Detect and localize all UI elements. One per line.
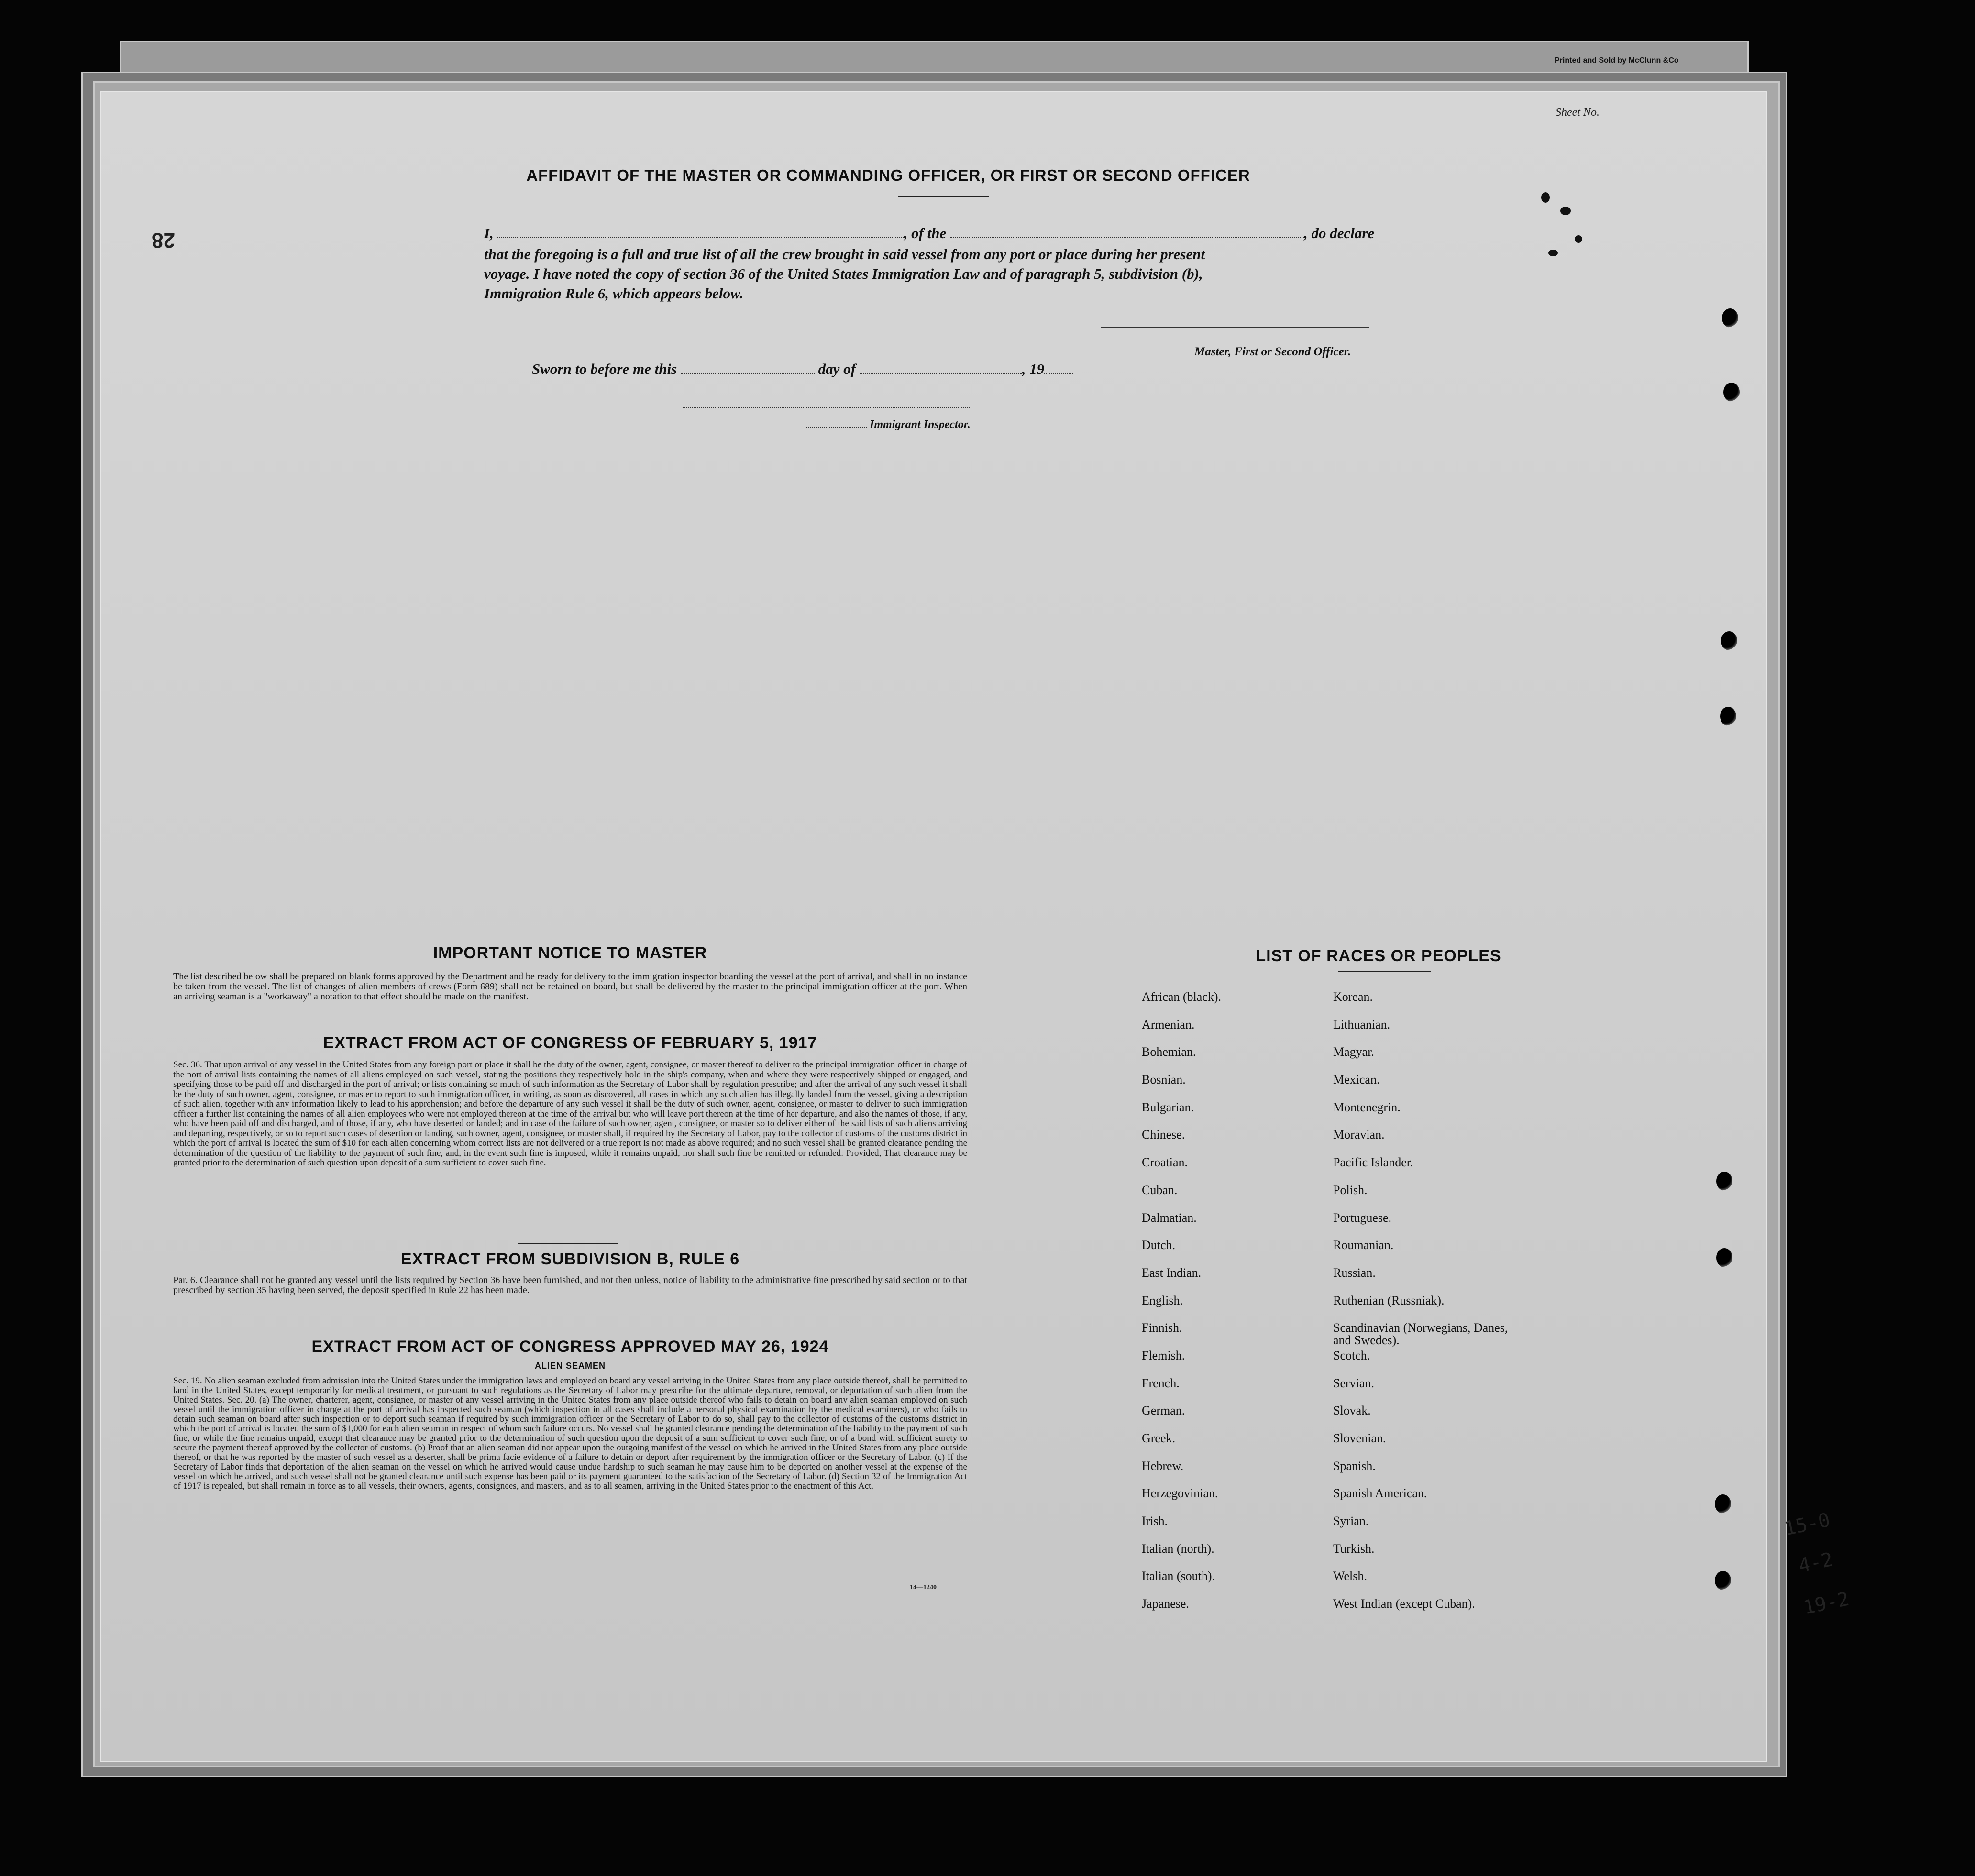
race-item: Armenian.: [1142, 1017, 1195, 1031]
affidavit-line-4: Immigration Rule 6, which appears below.: [484, 285, 744, 302]
ink-spot: [1560, 207, 1571, 215]
race-item: Slovenian.: [1333, 1431, 1386, 1445]
printer-imprint: Printed and Sold by McClunn &Co: [1555, 56, 1679, 65]
race-item: Syrian.: [1333, 1514, 1369, 1528]
race-item: Greek.: [1142, 1431, 1176, 1445]
race-item: Scotch.: [1333, 1348, 1370, 1362]
binder-hole: [1715, 1494, 1731, 1514]
sworn-year-field[interactable]: [1044, 373, 1073, 374]
race-item: East Indian.: [1142, 1265, 1202, 1280]
extract-1917-title: EXTRACT FROM ACT OF CONGRESS OF FEBRUARY 5, 1917: [323, 1034, 817, 1052]
race-item: Irish.: [1142, 1514, 1168, 1528]
race-item: Magyar.: [1333, 1045, 1374, 1059]
handwritten-mark: 4-2: [1797, 1548, 1835, 1578]
binder-hole: [1720, 707, 1736, 726]
sheet-number-label: Sheet No.: [1556, 106, 1600, 119]
extract-1917-end-rule: [518, 1243, 618, 1244]
race-item: German.: [1142, 1404, 1185, 1418]
race-item: Korean.: [1333, 990, 1373, 1004]
race-item: English.: [1142, 1293, 1183, 1307]
affidavit-i-label: I,: [484, 225, 494, 241]
binder-hole: [1722, 308, 1738, 328]
sworn-day-field[interactable]: [681, 373, 815, 374]
manifest-sheet: [100, 91, 1767, 1762]
race-item: West Indian (except Cuban).: [1333, 1597, 1475, 1611]
race-item: Lithuanian.: [1333, 1017, 1390, 1031]
race-item: Servian.: [1333, 1376, 1374, 1390]
extract-1924-title: EXTRACT FROM ACT OF CONGRESS APPROVED MAY 26, 1924: [311, 1338, 829, 1356]
race-item: Herzegovinian.: [1142, 1486, 1218, 1501]
race-item: Dalmatian.: [1142, 1210, 1197, 1225]
race-item: Turkish.: [1333, 1541, 1375, 1556]
extract-1924-body: Sec. 19. No alien seaman excluded from admission into the United States under the immigration laws and employed on board any vessel arriving in the United States from any place outside thereof, shall be permitted to land in the United States, except temporarily for medical treatment, or pursuant to such regulations as the Secretary of Labor may prescribe for the ultimate departure, removal, or deportation of such alien from the United States. Sec. 20. (a) The owner, charterer, agent, consignee, or master of any vessel arriving in the United States from any place outside thereof who fails to detain on board any alien seaman employed on such vessel until the immigration officer in charge at the port of arrival has inspected such seaman (which inspection in all cases shall include a personal physical examination by the medical examiners), or who fails to detain such seaman on board after such inspection or to deport such seaman if required by such immigration officer or the Secretary of Labor to do so, shall pay to the collector of customs of the customs district in which the port of arrival is located the sum of $1,000 for each alien seaman in respect of whom such failure occurs. No vessel shall be granted clearance pending the determination of the liability to the payment of such fine, or while the fine remains unpaid, except that clearance may be granted prior to the determination of such question upon the deposit of a sum sufficient to cover such fine, or of a bond with sufficient surety to secure the payment thereof approved by the collector of customs. (b) Proof that an alien seaman did not appear upon the outgoing manifest of the vessel on which he arrived in the United States from any place outside thereof, or that he was reported by the master of such vessel as a deserter, shall be prima facie evidence of a failure to detain or deport after requirement by the immigration officer or the Secretary of Labor. (c) If the Secretary of Labor finds that deportation of the alien seaman on the vessel on which he arrived would cause undue hardship to such seaman he may cause him to be deported on another vessel at the expense of the vessel on which he arrived, and such vessel shall not be granted clearance until such expense has been paid or its payment guaranteed to the satisfaction of the Secretary of Labor. (d) Section 32 of the Immigration Act of 1917 is repealed, but shall remain in force as to all vessels, their owners, agents, consignees, and masters, and as to all seamen, arriving in the United States prior to the enactment of this Act.: [173, 1376, 967, 1491]
race-item: Russian.: [1333, 1265, 1376, 1280]
race-item: Ruthenian (Russniak).: [1333, 1293, 1445, 1307]
race-item: Finnish.: [1142, 1321, 1182, 1335]
race-item: French.: [1142, 1376, 1180, 1390]
ink-spot: [1548, 250, 1558, 256]
handwritten-mark: 15-0: [1782, 1509, 1832, 1540]
ink-spot: [1575, 235, 1582, 243]
vessel-name-field[interactable]: [950, 237, 1304, 238]
master-signature-label: Master, First or Second Officer.: [1194, 345, 1351, 358]
races-title: LIST OF RACES OR PEOPLES: [1256, 947, 1501, 965]
race-item: Welsh.: [1333, 1569, 1367, 1583]
affiant-name-field[interactable]: [497, 237, 904, 238]
races-title-rule: [1338, 971, 1431, 972]
inspector-dots: [805, 427, 867, 428]
inspector-signature-line[interactable]: [683, 407, 970, 408]
declare-label: , do declare: [1304, 225, 1375, 241]
race-item: Chinese.: [1142, 1128, 1185, 1142]
race-item: Spanish American.: [1333, 1486, 1427, 1501]
binder-hole: [1715, 1571, 1731, 1590]
sworn-line: [532, 361, 1249, 378]
of-the-label: , of the: [904, 225, 947, 241]
race-item: Bosnian.: [1142, 1073, 1186, 1087]
race-item: Montenegrin.: [1333, 1100, 1401, 1114]
race-item: Roumanian.: [1333, 1238, 1394, 1252]
race-item: African (black).: [1142, 990, 1222, 1004]
affidavit-line-3: voyage. I have noted the copy of section 36 of the United States Immigration Law and of paragraph 5, subdivision (b),: [484, 265, 1203, 282]
race-item: Italian (north).: [1142, 1541, 1214, 1556]
inspector-label: [805, 418, 971, 431]
races-column-2: [1333, 991, 1515, 1625]
race-item: Dutch.: [1142, 1238, 1176, 1252]
race-item: Spanish.: [1333, 1459, 1376, 1473]
race-item: Hebrew.: [1142, 1459, 1184, 1473]
rule6-title: EXTRACT FROM SUBDIVISION B, RULE 6: [400, 1250, 740, 1268]
race-item: Scandinavian (Norwegians, Danes, and Swedes).: [1333, 1321, 1508, 1348]
race-item: Pacific Islander.: [1333, 1155, 1413, 1170]
day-of-label: day of: [818, 361, 856, 377]
races-column-1: [1142, 991, 1333, 1625]
year-label: , 19: [1022, 361, 1045, 377]
race-item: Mexican.: [1333, 1073, 1380, 1087]
notice-title: IMPORTANT NOTICE TO MASTER: [433, 944, 707, 962]
race-item: Slovak.: [1333, 1404, 1371, 1418]
race-item: Japanese.: [1142, 1597, 1189, 1611]
margin-number: 28: [152, 229, 175, 252]
affidavit-title-rule: [898, 196, 989, 197]
race-item: Moravian.: [1333, 1128, 1385, 1142]
affidavit-title: AFFIDAVIT OF THE MASTER OR COMMANDING OFFICER, OR FIRST OR SECOND OFFICER: [526, 166, 1250, 184]
extract-1924-subtitle: ALIEN SEAMEN: [534, 1361, 606, 1371]
binder-hole: [1716, 1248, 1732, 1267]
race-item: Bulgarian.: [1142, 1100, 1194, 1114]
race-item: Italian (south).: [1142, 1569, 1215, 1583]
race-item: Portuguese.: [1333, 1210, 1392, 1225]
sworn-label: Sworn to before me this: [532, 361, 677, 377]
race-item: Flemish.: [1142, 1348, 1185, 1362]
affidavit-line-1: [484, 225, 1512, 242]
binder-hole: [1716, 1172, 1732, 1191]
notice-body: The list described below shall be prepared on blank forms approved by the Department and be ready for delivery to the immigration inspector boarding the vessel at the port of arrival, and shall in no instance be taken from the vessel. The list of changes of alien members of crews (Form 689) shall not be retained on board, but shall be delivered by the master to the principal immigration officer at the port. When an arriving seaman is a "workaway" a notation to that effect should be made on the manifest.: [173, 971, 967, 1002]
inspector-label-text: Immigrant Inspector.: [870, 418, 971, 431]
sworn-month-field[interactable]: [860, 373, 1022, 374]
binder-hole: [1721, 631, 1737, 650]
extract-1917-body: Sec. 36. That upon arrival of any vessel in the United States from any foreign port or place it shall be the duty of the owner, agent, consignee, or master thereof to deliver to the principal immigration officer in charge of the port of arrival lists containing the names of all aliens employed on such vessel, stating the positions they respectively hold in the ship's company, when and where they were respectively shipped or engaged, and specifying those to be paid off and discharged in the port of arrival; or lists containing so much of such information as the Secretary of Labor shall by regulation prescribe; and after the arrival of any such vessel it shall be the duty of such owner, agent, consignee, or master to report to such immigration officer, in writing, as soon as discovered, all cases in which any such alien has illegally landed from the vessel, giving a description of such alien, together with any information likely to lead to his apprehension; and before the departure of any such vessel it shall be the duty of such owner, agent, consignee, or master to deliver to such immigration officer a further list containing the names of all alien employees who were not employed thereon at the time of the arrival but who will leave port thereon at the time of her departure, and also the names of those, if any, who have been paid off and discharged, and of those, if any, who have deserted or landed; and in case of the failure of such owner, agent, consignee, or master so to deliver either of the said lists of such aliens arriving and departing, respectively, or so to report such cases of desertion or landing, such owner, agent, consignee, or master shall, if required by the Secretary of Labor, pay to the collector of customs of the customs district in which the port of arrival is located the sum of $10 for each alien concerning whom correct lists are not delivered or a true report is not made as above required; and no such vessel shall be granted clearance pending the determination of the question of the liability to the payment of such fine, and, in the event such fine is imposed, while it remains unpaid; nor shall such fine be remitted or refunded: Provided, That clearance may be granted prior to the determination of such question upon deposit of a sum sufficient to cover such fine.: [173, 1060, 967, 1168]
affidavit-line-2: that the foregoing is a full and true list of all the crew brought in said vessel from any port or place during her present: [484, 246, 1205, 263]
race-item: Cuban.: [1142, 1183, 1178, 1197]
handwritten-mark: 19-2: [1801, 1588, 1852, 1619]
master-signature-line[interactable]: [1101, 327, 1369, 328]
race-item: Polish.: [1333, 1183, 1368, 1197]
binder-hole: [1723, 383, 1740, 402]
race-item: Croatian.: [1142, 1155, 1188, 1170]
race-item: Bohemian.: [1142, 1045, 1196, 1059]
rule6-body: Par. 6. Clearance shall not be granted any vessel until the lists required by Section 36 have been furnished, and not then unless, notice of liability to the administrative fine prescribed by said section or to that prescribed by section 35 having been served, the deposit specified in Rule 22 has been made.: [173, 1275, 967, 1295]
form-number: 14—1240: [910, 1584, 937, 1591]
ink-spot: [1541, 192, 1550, 203]
